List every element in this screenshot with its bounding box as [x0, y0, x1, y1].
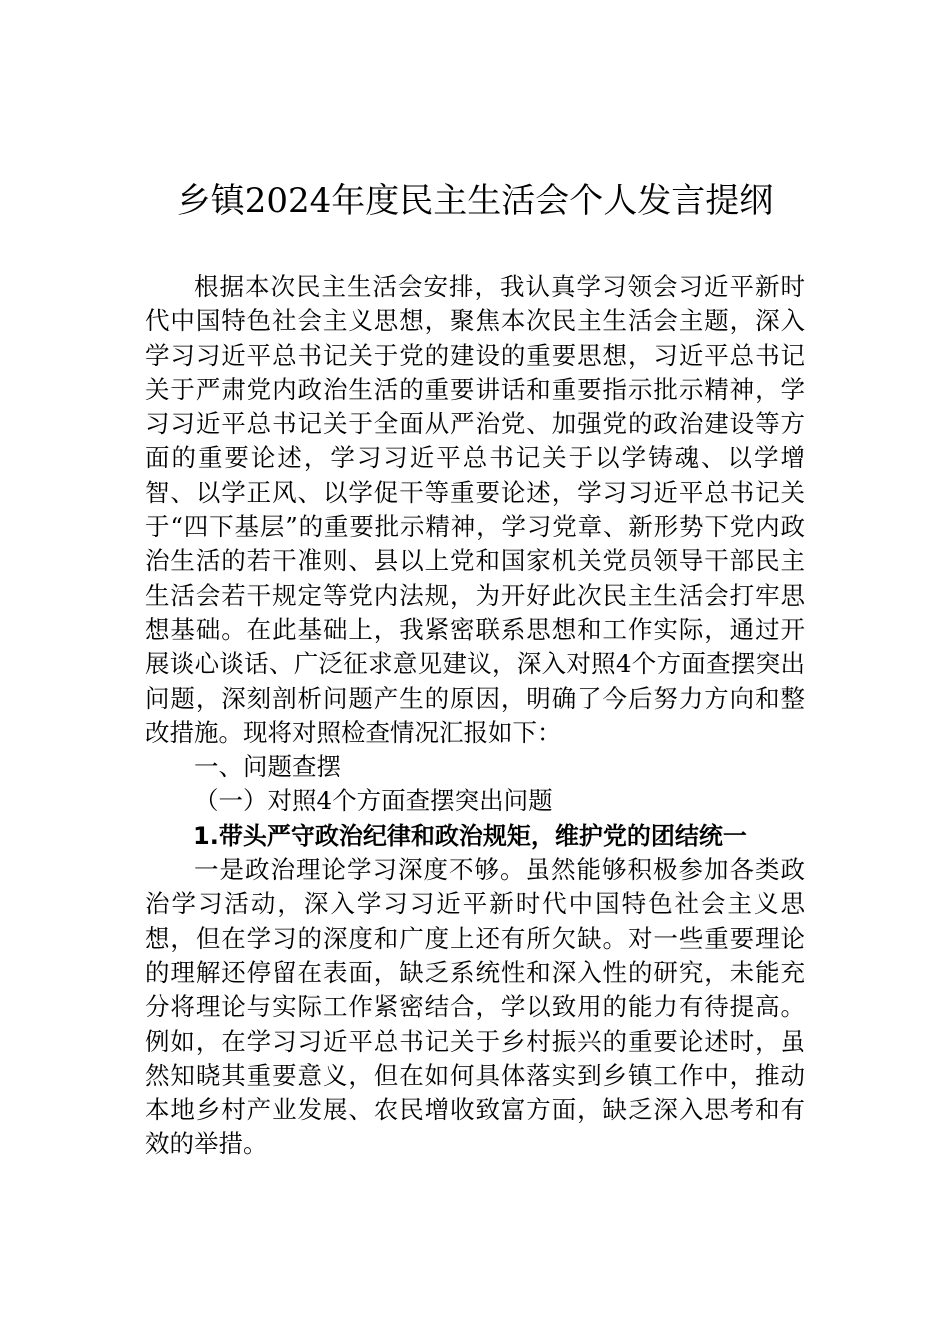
point-paragraph: 一是政治理论学习深度不够。虽然能够积极参加各类政治学习活动，深入学习习近平新时代中国特色社会主义思想，但在学习的深度和广度上还有所欠缺。对一些重要理论的理解还停留在表面，缺乏系统性和深入性的研究，未能充分将理论与实际工作紧密结合，学以致用的能力有待提高。例如，在学习习近平总书记关于乡村振兴的重要论述时，虽然知晓其重要意义，但在如何具体落实到乡镇工作中，推动本地乡村产业发展、农民增收致富方面，缺乏深入思考和有效的举措。 [145, 855, 805, 1159]
document-body [145, 270, 805, 1162]
document-title: 乡镇2024年度民主生活会个人发言提纲 [176, 181, 774, 221]
subsection-heading: （一）对照4个方面查摆突出问题 [194, 786, 553, 816]
intro-paragraph: 根据本次民主生活会安排，我认真学习领会习近平新时代中国特色社会主义思想，聚焦本次民主生活会主题，深入学习习近平总书记关于党的建设的重要思想，习近平总书记关于严肃党内政治生活的重要讲话和重要指示批示精神，学习习近平总书记关于全面从严治党、加强党的政治建设等方面的重要论述，学习习近平总书记关于以学铸魂、以学增智、以学正风、以学促干等重要论述，学习习近平总书记关于“四下基层”的重要批示精神，学习党章、新形势下党内政治生活的若干准则、县以上党和国家机关党员领导干部民主生活会若干规定等党内法规，为开好此次民主生活会打牢思想基础。在此基础上，我紧密联系思想和工作实际，通过开展谈心谈话、广泛征求意见建议，深入对照4个方面查摆突出问题，深刻剖析问题产生的原因，明确了今后努力方向和整改措施。现将对照检查情况汇报如下： [145, 272, 805, 747]
item-heading: 1.带头严守政治纪律和政治规矩，维护党的团结统一 [193, 821, 747, 850]
section-heading-problems: 一、问题查摆 [194, 752, 341, 782]
